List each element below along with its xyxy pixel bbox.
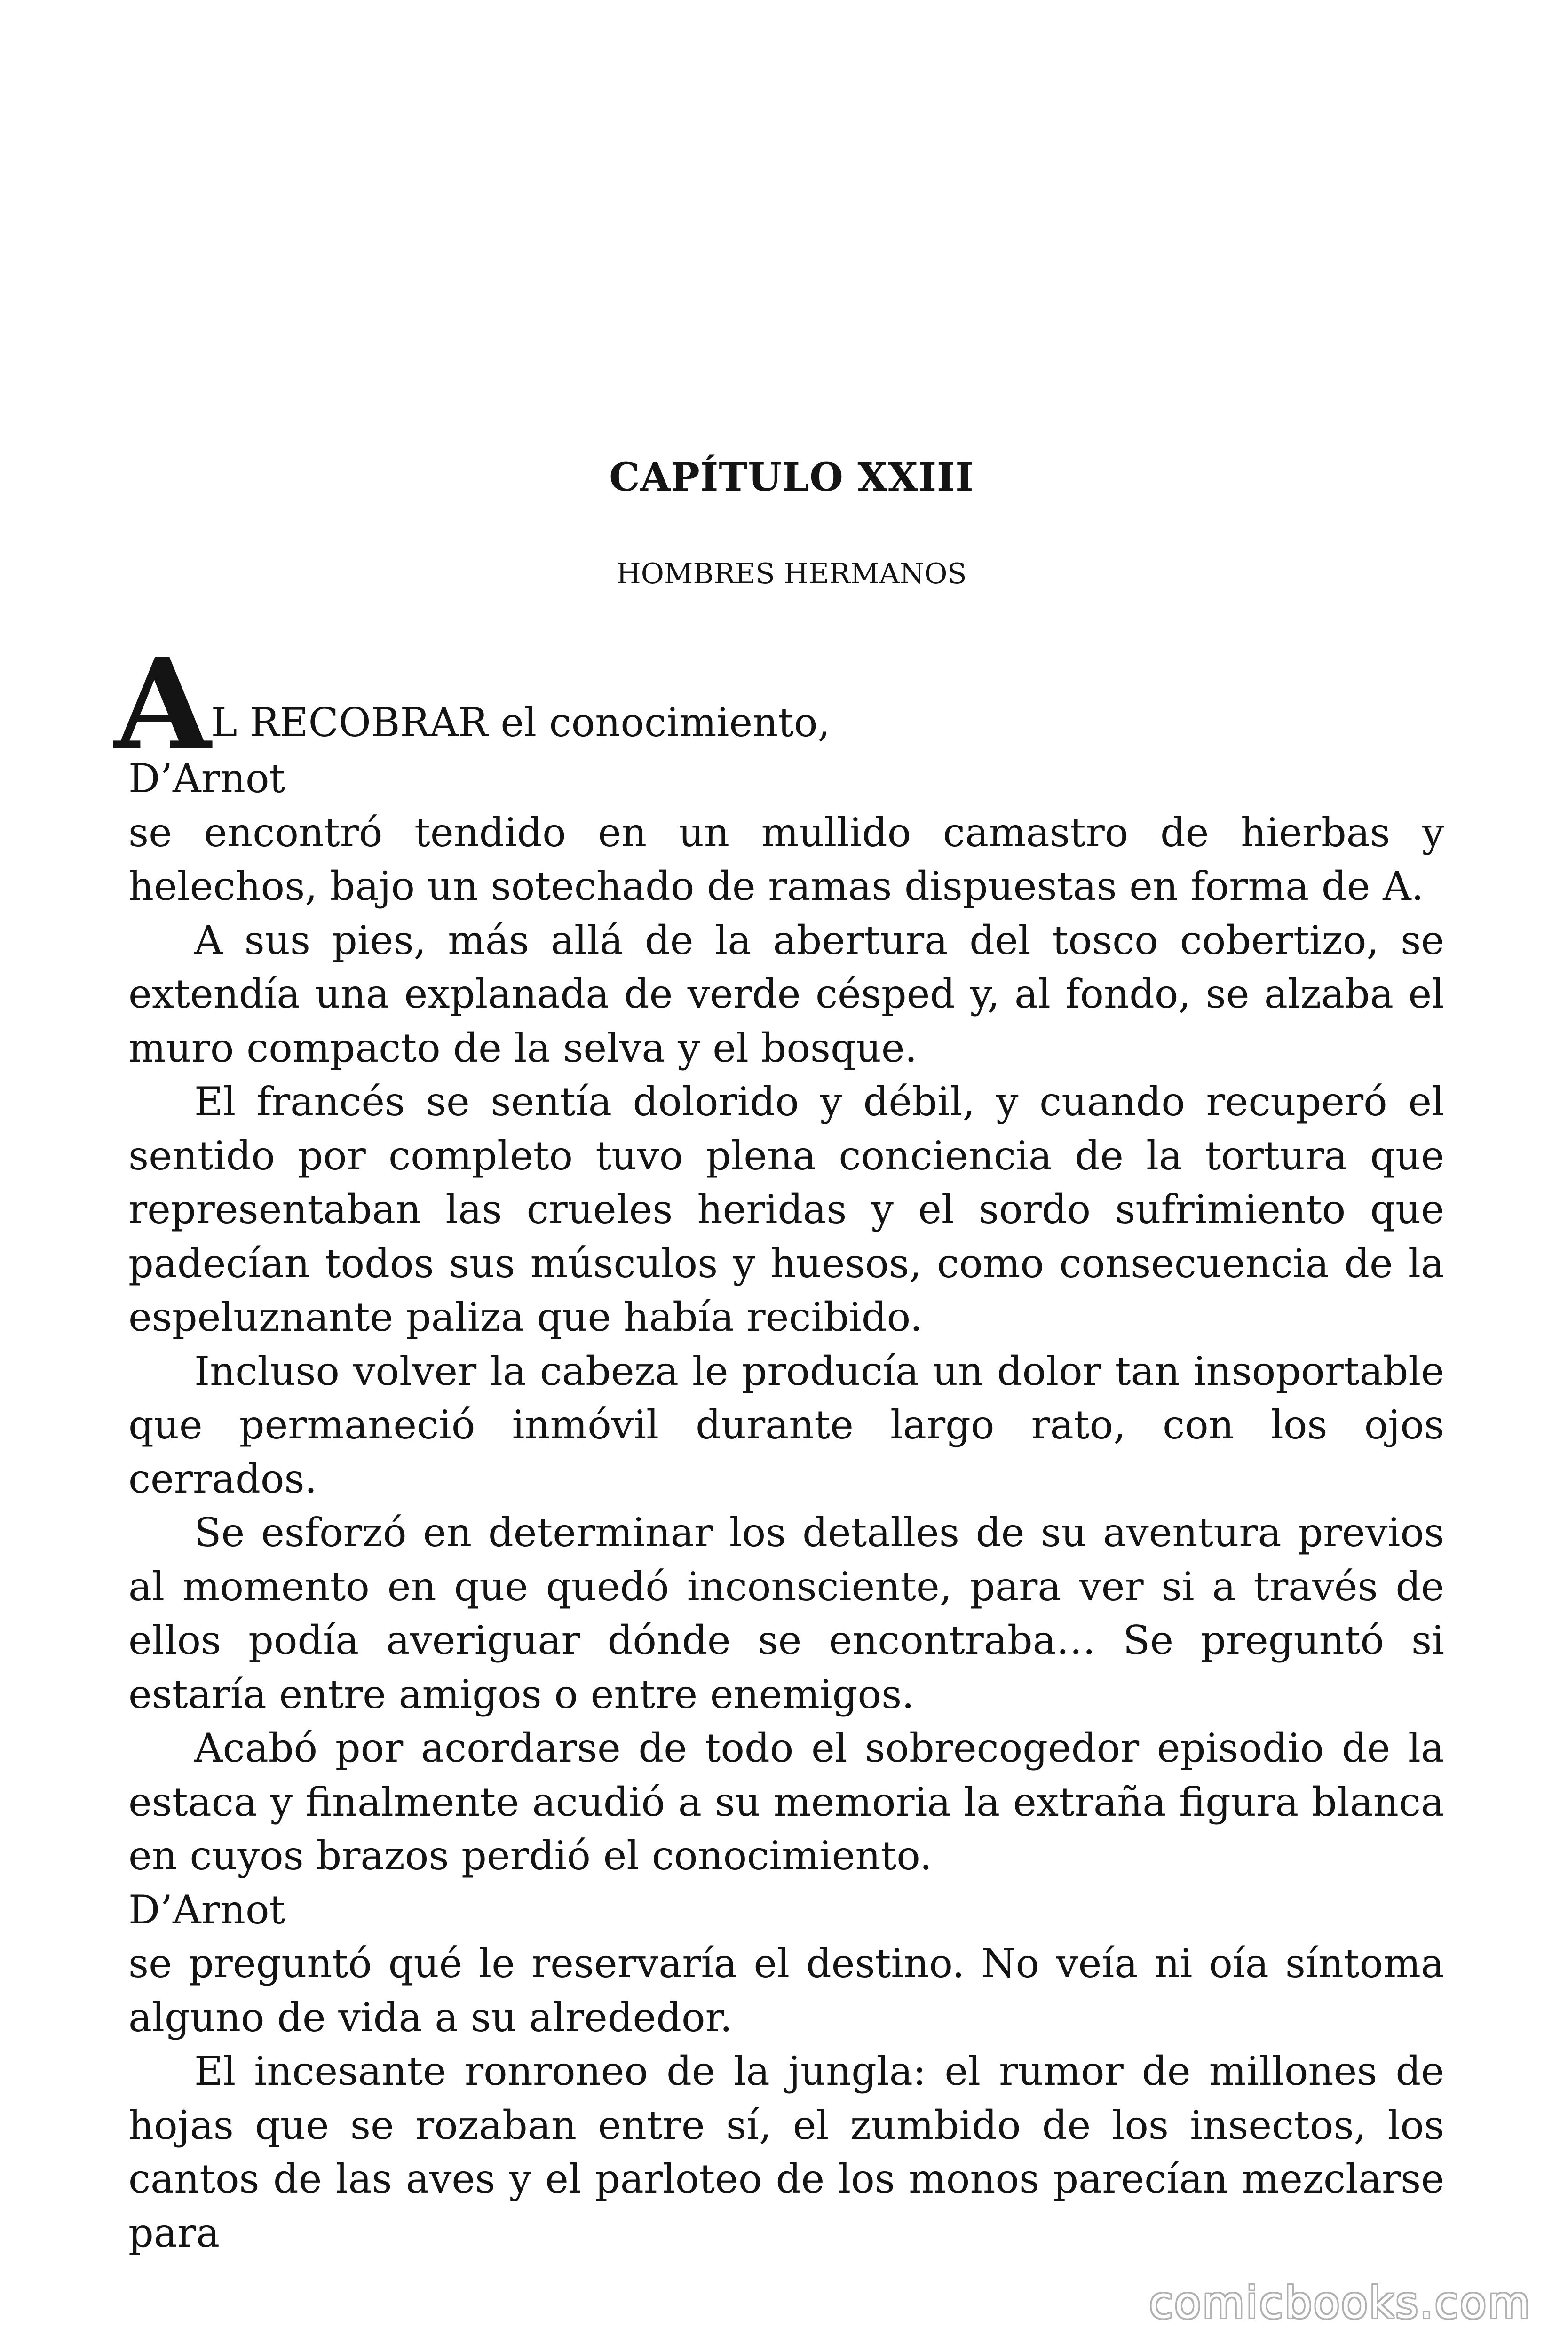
watermark-logo: comicbooks.com xyxy=(1149,2278,1531,2328)
opening-text: L RECOBRAR el conocimiento, xyxy=(211,699,831,746)
paragraph-list xyxy=(128,752,1444,2260)
paragraph: Incluso volver la cabeza le producía un dolor tan insoportable que permaneció inmóvil durante largo rato, con los ojos cerrados. xyxy=(128,1348,1444,1502)
paragraph: se preguntó qué le reservaría el destino. No veía ni oía síntoma alguno de vida a su alrededor. xyxy=(128,1940,1444,2041)
paragraph: se encontró tendido en un mullido camastro de hierbas y helechos, bajo un sotechado de ramas dispuestas en forma de A. xyxy=(128,809,1444,909)
chapter-title: CAPÍTULO XXIII xyxy=(609,455,974,500)
paragraph: Se esforzó en determinar los detalles de su aventura previos al momento en que quedó inconsciente, para ver si a través de ellos podía averiguar dónde se encontraba… Se preguntó si estaría entre amigos o entre enemigos. xyxy=(128,1510,1444,1717)
paragraph: D’Arnot xyxy=(128,755,285,802)
opening-line xyxy=(114,631,1444,778)
paragraph: El incesante ronroneo de la jungla: el rumor de millones de hojas que se rozaban entre sí, el zumbido de los insectos, los cantos de las aves y el parloteo de los monos parecían mezclarse para xyxy=(128,2048,1444,2256)
chapter-subtitle: HOMBRES HERMANOS xyxy=(616,557,967,590)
drop-cap: A xyxy=(114,631,211,778)
paragraph: D’Arnot xyxy=(128,1886,285,1933)
paragraph: El francés se sentía dolorido y débil, y cuando recuperó el sentido por completo tuvo plena conciencia de la tortura que representaban las crueles heridas y el sordo sufrimiento que padecían todos sus músculos y huesos, como consecuencia de la espeluznante paliza que había recibido. xyxy=(128,1079,1444,1340)
paragraph: Acabó por acordarse de todo el sobrecogedor episodio de la estaca y finalmente acudió a su memoria la extraña figura blanca en cuyos brazos perdió el conocimiento. xyxy=(128,1725,1444,1879)
paragraph: A sus pies, más allá de la abertura del tosco cobertizo, se extendía una explanada de verde césped y, al fondo, se alzaba el muro compacto de la selva y el bosque. xyxy=(128,917,1444,1071)
body-text xyxy=(114,631,1444,2260)
